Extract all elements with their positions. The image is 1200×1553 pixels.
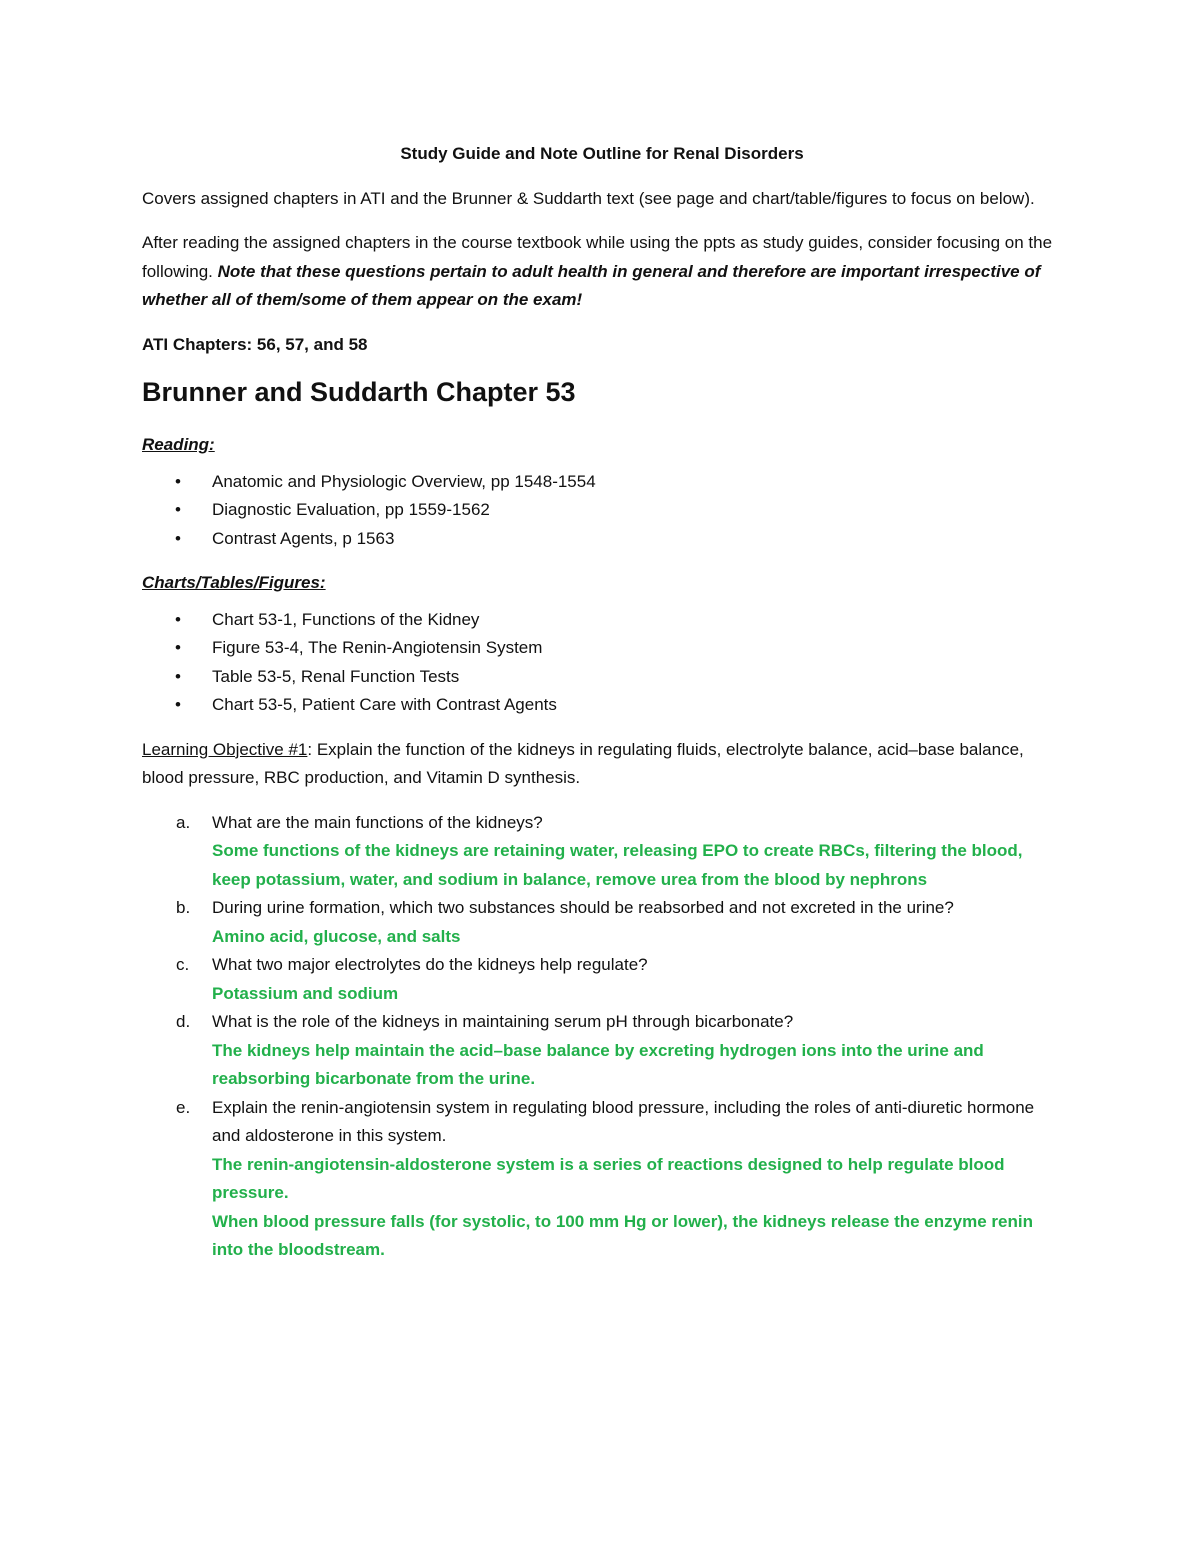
chart-item-text: Chart 53-1, Functions of the Kidney (212, 609, 480, 629)
question-text: Explain the renin-angiotensin system in regulating blood pressure, including the roles of anti-diuretic hormone and aldosterone in this system. (212, 1097, 1035, 1145)
ati-chapters: ATI Chapters: 56, 57, and 58 (142, 334, 368, 354)
question-letter: b. (176, 898, 191, 917)
document-title: Study Guide and Note Outline for Renal Disorders (400, 144, 804, 163)
reading-item (142, 525, 1062, 554)
chart-item-text: Figure 53-4, The Renin-Angiotensin System (212, 638, 543, 657)
question-letter: c. (176, 955, 190, 974)
reading-label: Reading: (142, 435, 215, 454)
learning-objective-text: Explain the function of the kidneys in regulating fluids, electrolyte balance, acid–base balance, blood pressure, RBC production, and Vitamin D synthesis. (142, 739, 1024, 787)
chapter-heading: Brunner and Suddarth Chapter 53 (142, 377, 576, 407)
bullet-icon: • (175, 500, 181, 519)
learning-objective-colon: : (307, 739, 313, 759)
question-item-a (142, 809, 1062, 895)
chart-item (142, 606, 1062, 635)
reading-item-text: Diagnostic Evaluation, pp 1559-1562 (212, 500, 490, 519)
charts-list (142, 606, 1062, 720)
bullet-icon: • (175, 471, 181, 491)
intro-paragraph: Covers assigned chapters in ATI and the Brunner & Suddarth text (see page and chart/table/figures to focus on below). (142, 188, 1035, 208)
question-text: What are the main functions of the kidneys? (212, 812, 543, 832)
reading-item-text: Contrast Agents, p 1563 (212, 528, 395, 548)
chart-item (142, 634, 1062, 663)
chart-item-text: Table 53-5, Renal Function Tests (212, 666, 460, 686)
chart-item-text: Chart 53-5, Patient Care with Contrast Agents (212, 695, 557, 714)
question-text: During urine formation, which two substances should be reabsorbed and not excreted in the urine? (212, 898, 954, 917)
reading-item (142, 468, 1062, 497)
question-text: What is the role of the kidneys in maintaining serum pH through bicarbonate? (212, 1012, 794, 1031)
reading-note-paragraph (142, 229, 1062, 315)
chart-item (142, 691, 1062, 720)
reading-item-text: Anatomic and Physiologic Overview, pp 1548-1554 (212, 471, 596, 491)
answer-text: The renin-angiotensin-aldosterone system is a series of reactions designed to help regulate blood pressure. (212, 1154, 1005, 1202)
question-item-e (142, 1094, 1062, 1265)
charts-label: Charts/Tables/Figures: (142, 573, 326, 592)
learning-objective (142, 736, 1062, 793)
learning-objective-label: Learning Objective #1 (142, 739, 308, 759)
reading-note-text: After reading the assigned chapters in the course textbook while using the ppts as study guides, consider focusing on the following. (142, 233, 1053, 281)
question-item-b (142, 894, 1062, 951)
answer-text: The kidneys help maintain the acid–base balance by excreting hydrogen ions into the urine and reabsorbing bicarbonate from the urine. (212, 1040, 984, 1088)
bullet-icon: • (175, 695, 181, 714)
reading-note-emphasis: Note that these questions pertain to adult health in general and therefore are important irrespective of whether all of them/some of them appear on the exam! (142, 261, 1041, 309)
bullet-icon: • (175, 609, 181, 629)
answer-text: Amino acid, glucose, and salts (212, 926, 461, 946)
bullet-icon: • (175, 528, 181, 548)
document-page (142, 140, 1062, 1265)
answer-text: Some functions of the kidneys are retaining water, releasing EPO to create RBCs, filtering the blood, keep potassium, water, and sodium in balance, remove urea from the blood by nephrons (212, 841, 1023, 889)
question-letter: a. (176, 812, 191, 832)
question-text: What two major electrolytes do the kidneys help regulate? (212, 955, 648, 974)
chart-item (142, 663, 1062, 692)
bullet-icon: • (175, 666, 181, 686)
bullet-icon: • (175, 638, 181, 657)
reading-list (142, 468, 1062, 554)
question-list (142, 809, 1062, 1265)
question-letter: e. (176, 1097, 191, 1117)
answer-text: Potassium and sodium (212, 983, 399, 1003)
question-item-c (142, 951, 1062, 1008)
question-letter: d. (176, 1012, 191, 1031)
reading-item (142, 496, 1062, 525)
question-item-d (142, 1008, 1062, 1094)
answer-text: When blood pressure falls (for systolic, to 100 mm Hg or lower), the kidneys release the enzyme renin into the bloodstream. (212, 1211, 1033, 1259)
